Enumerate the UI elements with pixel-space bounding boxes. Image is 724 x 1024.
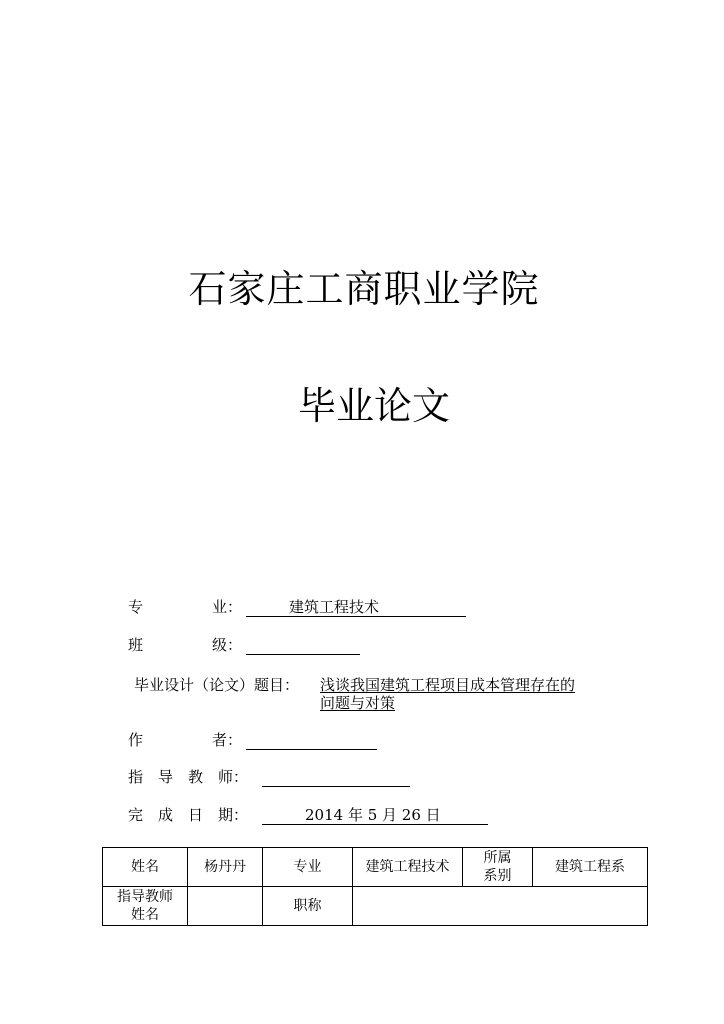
major-label-part1: 专 (128, 598, 144, 616)
department-header-cell: 所属 系别 (463, 848, 533, 887)
author-label-part2: 者： (212, 731, 243, 749)
major-value: 建筑工程技术 (289, 598, 380, 616)
author-label-part1: 作 (128, 731, 144, 749)
topic-label: 毕业设计（论文）题目： (134, 676, 300, 694)
major-value-cell: 建筑工程技术 (353, 848, 463, 887)
date-value: 2014 年 5 月 26 日 (305, 806, 441, 824)
date-field (262, 806, 488, 825)
student-name-cell: 杨丹丹 (188, 848, 263, 887)
major-header-cell: 专业 (263, 848, 353, 887)
class-label-part1: 班 (128, 636, 144, 654)
advisor-field (262, 768, 410, 787)
student-info-table (102, 847, 648, 926)
date-label: 完 成 日 期： (128, 806, 249, 824)
author-field (246, 731, 377, 750)
topic-line-1: 浅谈我国建筑工程项目成本管理存在的 (320, 676, 576, 694)
advisor-name-header-cell: 指导教师 姓名 (103, 887, 188, 926)
topic-line-2: 问题与对策 (320, 694, 396, 712)
school-name: 石家庄工商职业学院 (188, 267, 540, 311)
title-header-cell: 职称 (263, 887, 353, 926)
department-value-cell: 建筑工程系 (533, 848, 648, 887)
document-type-title: 毕业论文 (297, 384, 450, 428)
class-label-part2: 级： (212, 636, 243, 654)
table-row (103, 887, 648, 926)
title-value-cell (353, 887, 648, 926)
name-header-cell: 姓名 (103, 848, 188, 887)
advisor-label: 指 导 教 师： (128, 768, 249, 786)
major-label-part2: 业： (212, 598, 243, 616)
major-field (246, 598, 466, 617)
class-field (246, 636, 360, 655)
advisor-name-value-cell (188, 887, 263, 926)
table-row (103, 848, 648, 887)
